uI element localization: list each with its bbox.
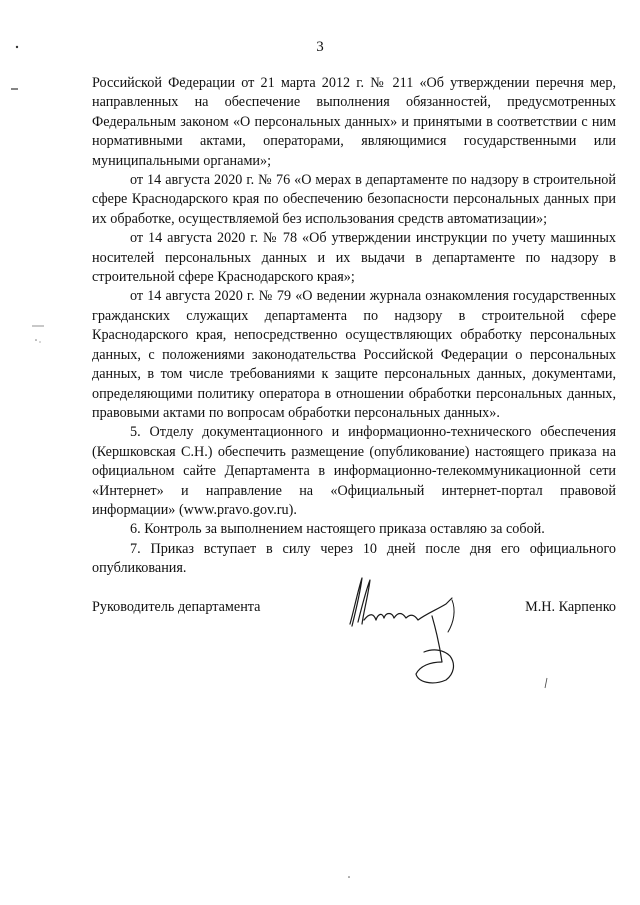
paragraph: 6. Контроль за выполнением настоящего приказа оставляю за собой.	[130, 521, 545, 538]
paragraph: 7. Приказ вступает в силу через 10 дней после дня его официального опубликования.	[92, 540, 616, 577]
scan-speck	[346, 874, 352, 880]
position-title: Руководитель департамента	[92, 599, 261, 615]
handwritten-signature	[336, 570, 476, 690]
signatory-name: М.Н. Карпенко	[525, 599, 616, 615]
paragraph: от 14 августа 2020 г. № 76 «О мерах в департаменте по надзору в строительной сфере Краснодарского края по обеспечению безопасности персональных данных при их обработке, осуществляемой без использования средств автоматизации»;	[92, 172, 616, 227]
scan-speck	[542, 676, 550, 690]
page-number: 3	[316, 39, 324, 55]
paragraph: Российской Федерации от 21 марта 2012 г. № 211 «Об утверждении перечня мер, направленных на обеспечение выполнения обязанностей, предусмотренных Федеральным законом «О персональных данных» и принятыми в соответствии с ним нормативными актами, операторами, являющимися государственными или муниципальными органами»;	[92, 75, 616, 169]
paragraph: 5. Отделу документационного и информационно-технического обеспечения (Кершковская С.Н.) обеспечить размещение (опубликование) настоящего приказа на официальном сайте Департамента в информационно-телекоммуникационной сети «Интернет» и направление на «Официальный интернет-портал правовой информации» (www.pravo.gov.ru).	[92, 424, 616, 518]
paragraph: от 14 августа 2020 г. № 78 «Об утверждении инструкции по учету машинных носителей персональных данных и их выдачи в департаменте по надзору в строительной сфере Краснодарского края»;	[92, 230, 616, 286]
scan-speck	[10, 86, 20, 92]
paragraph: от 14 августа 2020 г. № 79 «О ведении журнала ознакомления государственных гражданских служащих департамента по надзору в строительной сфере Краснодарского края, непосредственно осуществляющих обработку персональных данных, с положениями законодательства Российской Федерации о персональных данных, в том числе требованиями к защите персональных данных, документами, определяющими политику оператора в отношении обработки персональных данных, правовыми актами по вопросам обработки персональных данных».	[92, 288, 616, 421]
scan-speck	[30, 322, 50, 346]
document-body	[92, 74, 616, 579]
scan-speck	[14, 44, 20, 50]
